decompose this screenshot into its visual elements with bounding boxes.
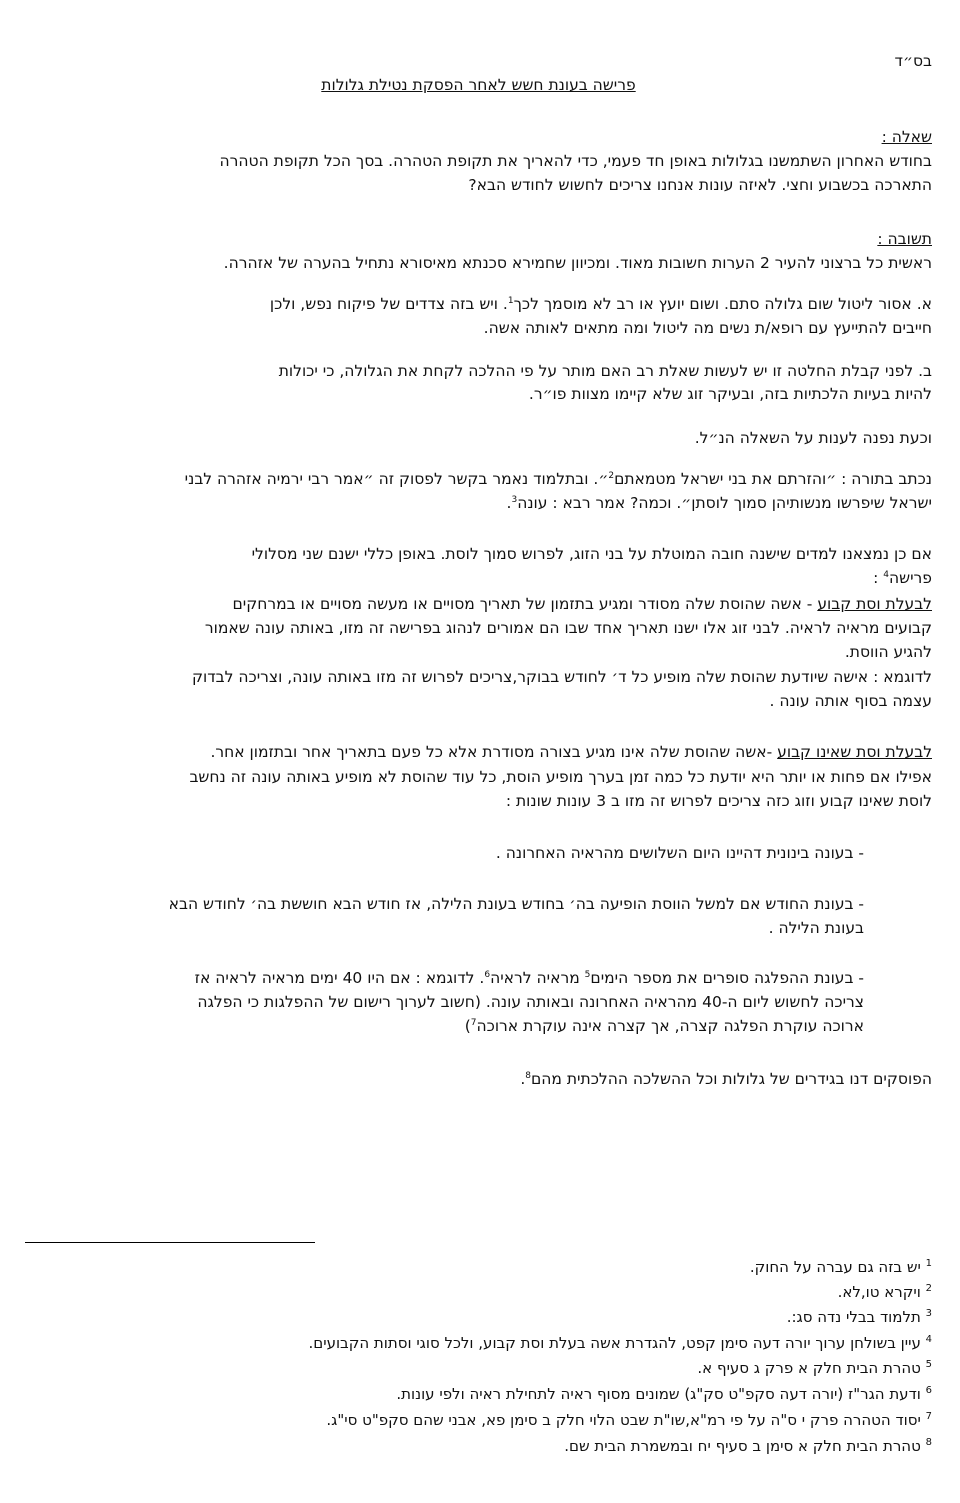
footnote-text: עיין בשולחן ערוך יורה דעה סימן קפט, להגדרת אשה בעלת וסת קבוע, ולכל סוגי וסתות הקבועים. [308, 1334, 921, 1352]
unfixed-line-2: אפילו אם פחות או יותר היא יודעת כל כמה זמן בערך מופיע הוסת, כל עוד שהוסת לא מופיע באותה עונה זה נחשב [189, 768, 932, 786]
duty-line-1: אם כן נמצאנו למדים שישנה חובה המוטלת על בני הזוג, לפרוש סמוך לוסת. באופן כללי ישנם שני מסלולי [251, 545, 932, 563]
fixed-label: לבעלת וסת קבוע [817, 595, 932, 613]
fixed-line-2: קבועים מראיה לראיה. לבני זוג אלו ישנו תאריך אחד שבו הם אמורים לנהוג בפרישה זה מזו, באותה עונה שאמור [204, 619, 932, 637]
footnote-text: טהרת הבית חלק א סימן ב סעיף יח ובמשמרת הבית שם. [564, 1437, 921, 1455]
footnote-number: 4 [925, 1334, 932, 1345]
unfixed-label: לבעלת וסת שאינו קבוע [777, 743, 932, 761]
question-line-2: התארכה בכשבוע וחצי. לאיזה עונות אנחנו צריכים לחשוש לחודש הבא? [468, 176, 932, 194]
footnote-ref-6[interactable]: 6 [484, 969, 491, 980]
footnote-number: 3 [925, 1308, 932, 1319]
fixed-example-2: עצמה בסוף אותה עונה . [769, 692, 932, 710]
footnote-7 [326, 1408, 932, 1432]
answer-intro: ראשית כל ברצוני להעיר 2 הערות חשובות מאוד. ומכיוון שחמירא סכנתא מאיסורא נתחיל בהערה של אזהרה. [223, 254, 932, 272]
torah-text-2b: . [506, 494, 512, 512]
duty-text-2b: : [873, 569, 884, 587]
footnote-text: ויקרא טו,לא. [837, 1283, 921, 1301]
footnote-number: 5 [925, 1359, 932, 1370]
torah-line-2 [25, 492, 932, 515]
torah-text-2a: ישראל שיפרשו מנשותיהן סמוך לוסתן״. וכמה? אמר רבא : עונה [517, 494, 932, 512]
unfixed-line-3: לוסת שאינו קבוע וזוג כזה צריכים לפרוש זה מזו ב 3 עונות שונות : [505, 792, 932, 810]
unfixed-line-1 [25, 741, 932, 764]
onat-hachodesh-line-2: בעונת הלילה . [768, 919, 864, 937]
poskim-line [25, 1068, 932, 1091]
document-title: פרישה בעונת חשש לאחר הפסקת נטילת גלולות [321, 76, 636, 94]
onat-haflaga-line-2: צריכה לחשוש ליום ה-40 מהראיה האחרונה ובאותה עונה. (חשוב לערוך רישום של ההפלגות כי הפלגה [197, 993, 864, 1011]
footnote-number: 6 [925, 1385, 932, 1396]
onat-haflaga-line-3 [25, 1015, 864, 1038]
footnote-text: יסוד הטהרה פרק י ס"ה על פי רמ"א,שו"ת שבט הלוי חלק ב סימן פא, אבני שהם סקפ"ט סי"ג. [326, 1411, 921, 1429]
now-line: וכעת נפנה לענות על השאלה הנ״ל. [694, 429, 932, 447]
footnote-number: 1 [925, 1258, 932, 1269]
footnote-number: 2 [925, 1283, 932, 1294]
note-a-text-1: א. אסור ליטול שום גלולה סתם. ושום יועץ או רב לא מוסמך לכך [513, 295, 932, 313]
fixed-line-3: להגיע הווסת. [844, 643, 932, 661]
fixed-line-1 [25, 593, 932, 616]
footnote-ref-5[interactable]: 5 [584, 969, 591, 980]
footnote-number: 8 [925, 1437, 932, 1448]
torah-text-1a: נכתב בתורה : ״והזרתם את בני ישראל מטמאתם [614, 470, 932, 488]
footnote-5 [697, 1356, 932, 1380]
note-b-line-2: להיות בעיות הלכתיות בזה, ובעיקר זוג שלא קיימו מצוות פו״ר. [528, 385, 932, 403]
question-label [25, 126, 932, 149]
answer-label-text: תשובה : [877, 230, 932, 248]
onat-hachodesh-line-1: - בעונת החודש אם למשל הווסת הופיעה בה׳ בחודש בעונת הלילה, אז חודש הבא חוששת בה׳ לחודש הבא [168, 895, 864, 913]
bsd-mark: בס״ד [894, 52, 932, 70]
fixed-example-1: לדוגמא : אישה שיודעת שהוסת שלה מופיע כל ד׳ לחודש בבוקר,צריכים לפרוש זה מזו באותה עונה, וצריכה לבדוק [192, 668, 932, 686]
note-a-line-2: חייבים להתייעץ עם רופא/ת נשים מה ליטול ומה מתאים לאותה אשה. [483, 319, 932, 337]
footnote-ref-7[interactable]: 7 [470, 1017, 477, 1028]
haflaga-text-3b: ) [464, 1017, 471, 1035]
onat-haflaga-line-1 [25, 967, 864, 990]
haflaga-text-1b: מראיה לראיה [490, 969, 585, 987]
duty-line-2 [25, 567, 932, 590]
footnote-ref-3[interactable]: 3 [511, 494, 518, 505]
note-b-line-1: ב. לפני קבלת החלטה זו יש לעשות שאלת רב האם מותר על פי ההלכה לקחת את הגלולה, כי יכולות [278, 362, 932, 380]
haflaga-text-1c: . לדוגמא : אם היו 40 ימים מראיה לראיה אז [194, 969, 485, 987]
duty-text-2a: פרישה [888, 569, 932, 587]
footnote-ref-8[interactable]: 8 [525, 1070, 531, 1081]
poskim-end: . [520, 1070, 526, 1088]
fixed-text-1: - אשה שהוסת שלה מסודר ומגיע בתזמון של תאריך מסויים או מעשה מסויים או במרחקים [232, 595, 818, 613]
unfixed-text-1: -אשה שהוסת שלה אינו מגיע בצורה מסודרת אלא כל פעם בתאריך אחר ובתזמון אחר. [210, 743, 778, 761]
footnote-3 [787, 1305, 932, 1329]
footnote-1 [750, 1255, 932, 1279]
haflaga-text-1a: - בעונת ההפלגה סופרים את מספר הימים [590, 969, 864, 987]
question-line-1: בחודש האחרון השתמשנו בגלולות באופן חד פעמי, כדי להאריך את תקופת הטהרה. בסך הכל תקופת הטהרה [219, 152, 932, 170]
footnote-ref-4[interactable]: 4 [883, 569, 889, 580]
torah-line-1 [25, 468, 932, 491]
footnote-ref-2[interactable]: 2 [608, 470, 615, 481]
answer-label [25, 228, 932, 251]
question-label-text: שאלה : [881, 128, 932, 146]
note-a-text-1b: . ויש בזה צדדים של פיקוח נפש, ולכן [269, 295, 508, 313]
footnote-text: יש בזה גם עברה על החוק. [749, 1258, 921, 1276]
footnote-6 [396, 1382, 932, 1406]
haflaga-text-3a: ארוכה עוקרת הפלגה קצרה, אך קצרה אינה עוקרת ארוכה [476, 1017, 864, 1035]
footnote-2 [838, 1280, 932, 1304]
torah-text-1b: ״. ובתלמוד נאמר בקשר לפסוק זה ״אמר רבי ירמיה אזהרה לבני [184, 470, 609, 488]
note-a-line-1 [25, 293, 932, 316]
footnote-text: טהרת הבית חלק א פרק ג סעיף א. [697, 1359, 921, 1377]
footnote-4 [309, 1331, 933, 1355]
footnote-number: 7 [925, 1411, 932, 1422]
poskim-text: הפוסקים דנו בגידרים של גלולות וכל ההשלכה ההלכתית מהם [531, 1070, 932, 1088]
footnote-separator [25, 1242, 315, 1243]
onah-benonit: - בעונה בינונית דהיינו היום השלושים מהראיה האחרונה . [495, 844, 864, 862]
footnote-text: ודעת הגר"ז (יורה דעה סקפ"ט סק"ג) שמונים מסוף ראיה לתחילת ראיה ולפי עונות. [396, 1385, 921, 1403]
footnote-ref-1[interactable]: 1 [507, 295, 514, 306]
footnote-text: תלמוד בבלי נדה סג:. [786, 1308, 921, 1326]
footnote-8 [564, 1434, 932, 1458]
